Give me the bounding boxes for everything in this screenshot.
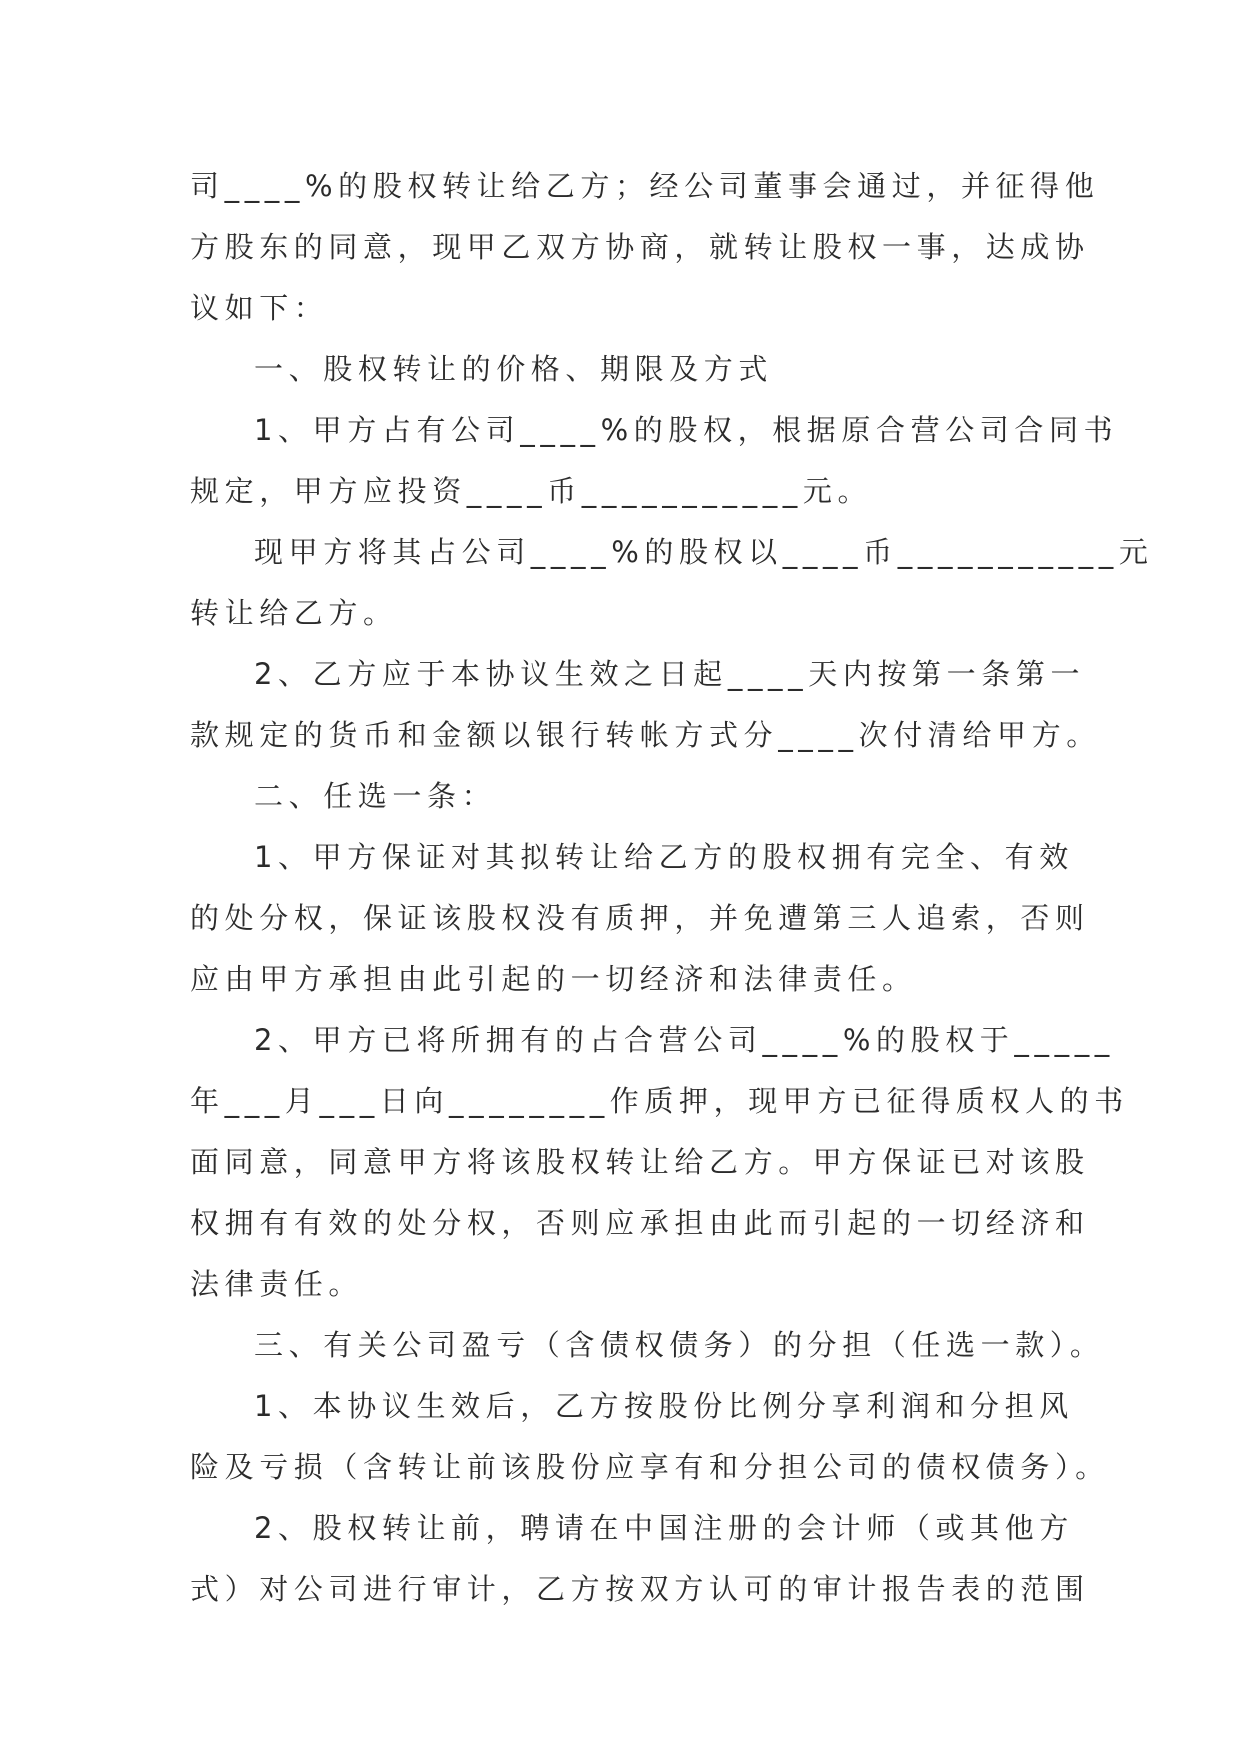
agreement-body [190,156,1154,1620]
text-line: 2、甲方已将所拥有的占合营公司____%的股权于_____ [254,1023,1115,1057]
section-heading: 二、任选一条： [254,779,497,813]
text-line: 法律责任。 [190,1267,364,1301]
text-line: 方股东的同意，现甲乙双方协商，就转让股权一事，达成协 [190,230,1090,264]
text-line: 险及亏损（含转让前该股份应享有和分担公司的债权债务）。 [190,1450,1110,1484]
text-line: 权拥有有效的处分权，否则应承担由此而引起的一切经济和 [190,1206,1090,1240]
text-line: 款规定的货币和金额以银行转帐方式分____次付清给甲方。 [190,718,1101,752]
text-line: 面同意，同意甲方将该股权转让给乙方。甲方保证已对该股 [190,1145,1090,1179]
text-line: 2、股权转让前，聘请在中国注册的会计师（或其他方 [254,1511,1074,1545]
section-heading: 三、有关公司盈亏（含债权债务）的分担（任选一款）。 [254,1328,1105,1362]
section-heading: 一、股权转让的价格、期限及方式 [254,352,774,386]
text-line: 司____%的股权转让给乙方；经公司董事会通过，并征得他 [190,169,1100,203]
text-line: 1、甲方保证对其拟转让给乙方的股权拥有完全、有效 [254,840,1074,874]
text-line: 年___月___日向________作质押，现甲方已征得质权人的书 [190,1084,1129,1118]
text-line: 1、本协议生效后，乙方按股份比例分享利润和分担风 [254,1389,1074,1423]
text-line: 议如下： [190,291,329,325]
text-line: 1、甲方占有公司____%的股权，根据原合营公司合同书 [254,413,1119,447]
text-line: 应由甲方承担由此引起的一切经济和法律责任。 [190,962,917,996]
text-line: 规定，甲方应投资____币___________元。 [190,474,873,508]
text-line: 的处分权，保证该股权没有质押，并免遭第三人追索，否则 [190,901,1090,935]
text-line: 现甲方将其占公司____%的股权以____币___________元 [254,535,1154,569]
text-line: 转让给乙方。 [190,596,398,630]
text-line: 式）对公司进行审计，乙方按双方认可的审计报告表的范围 [190,1572,1090,1606]
text-line: 2、乙方应于本协议生效之日起____天内按第一条第一 [254,657,1086,691]
